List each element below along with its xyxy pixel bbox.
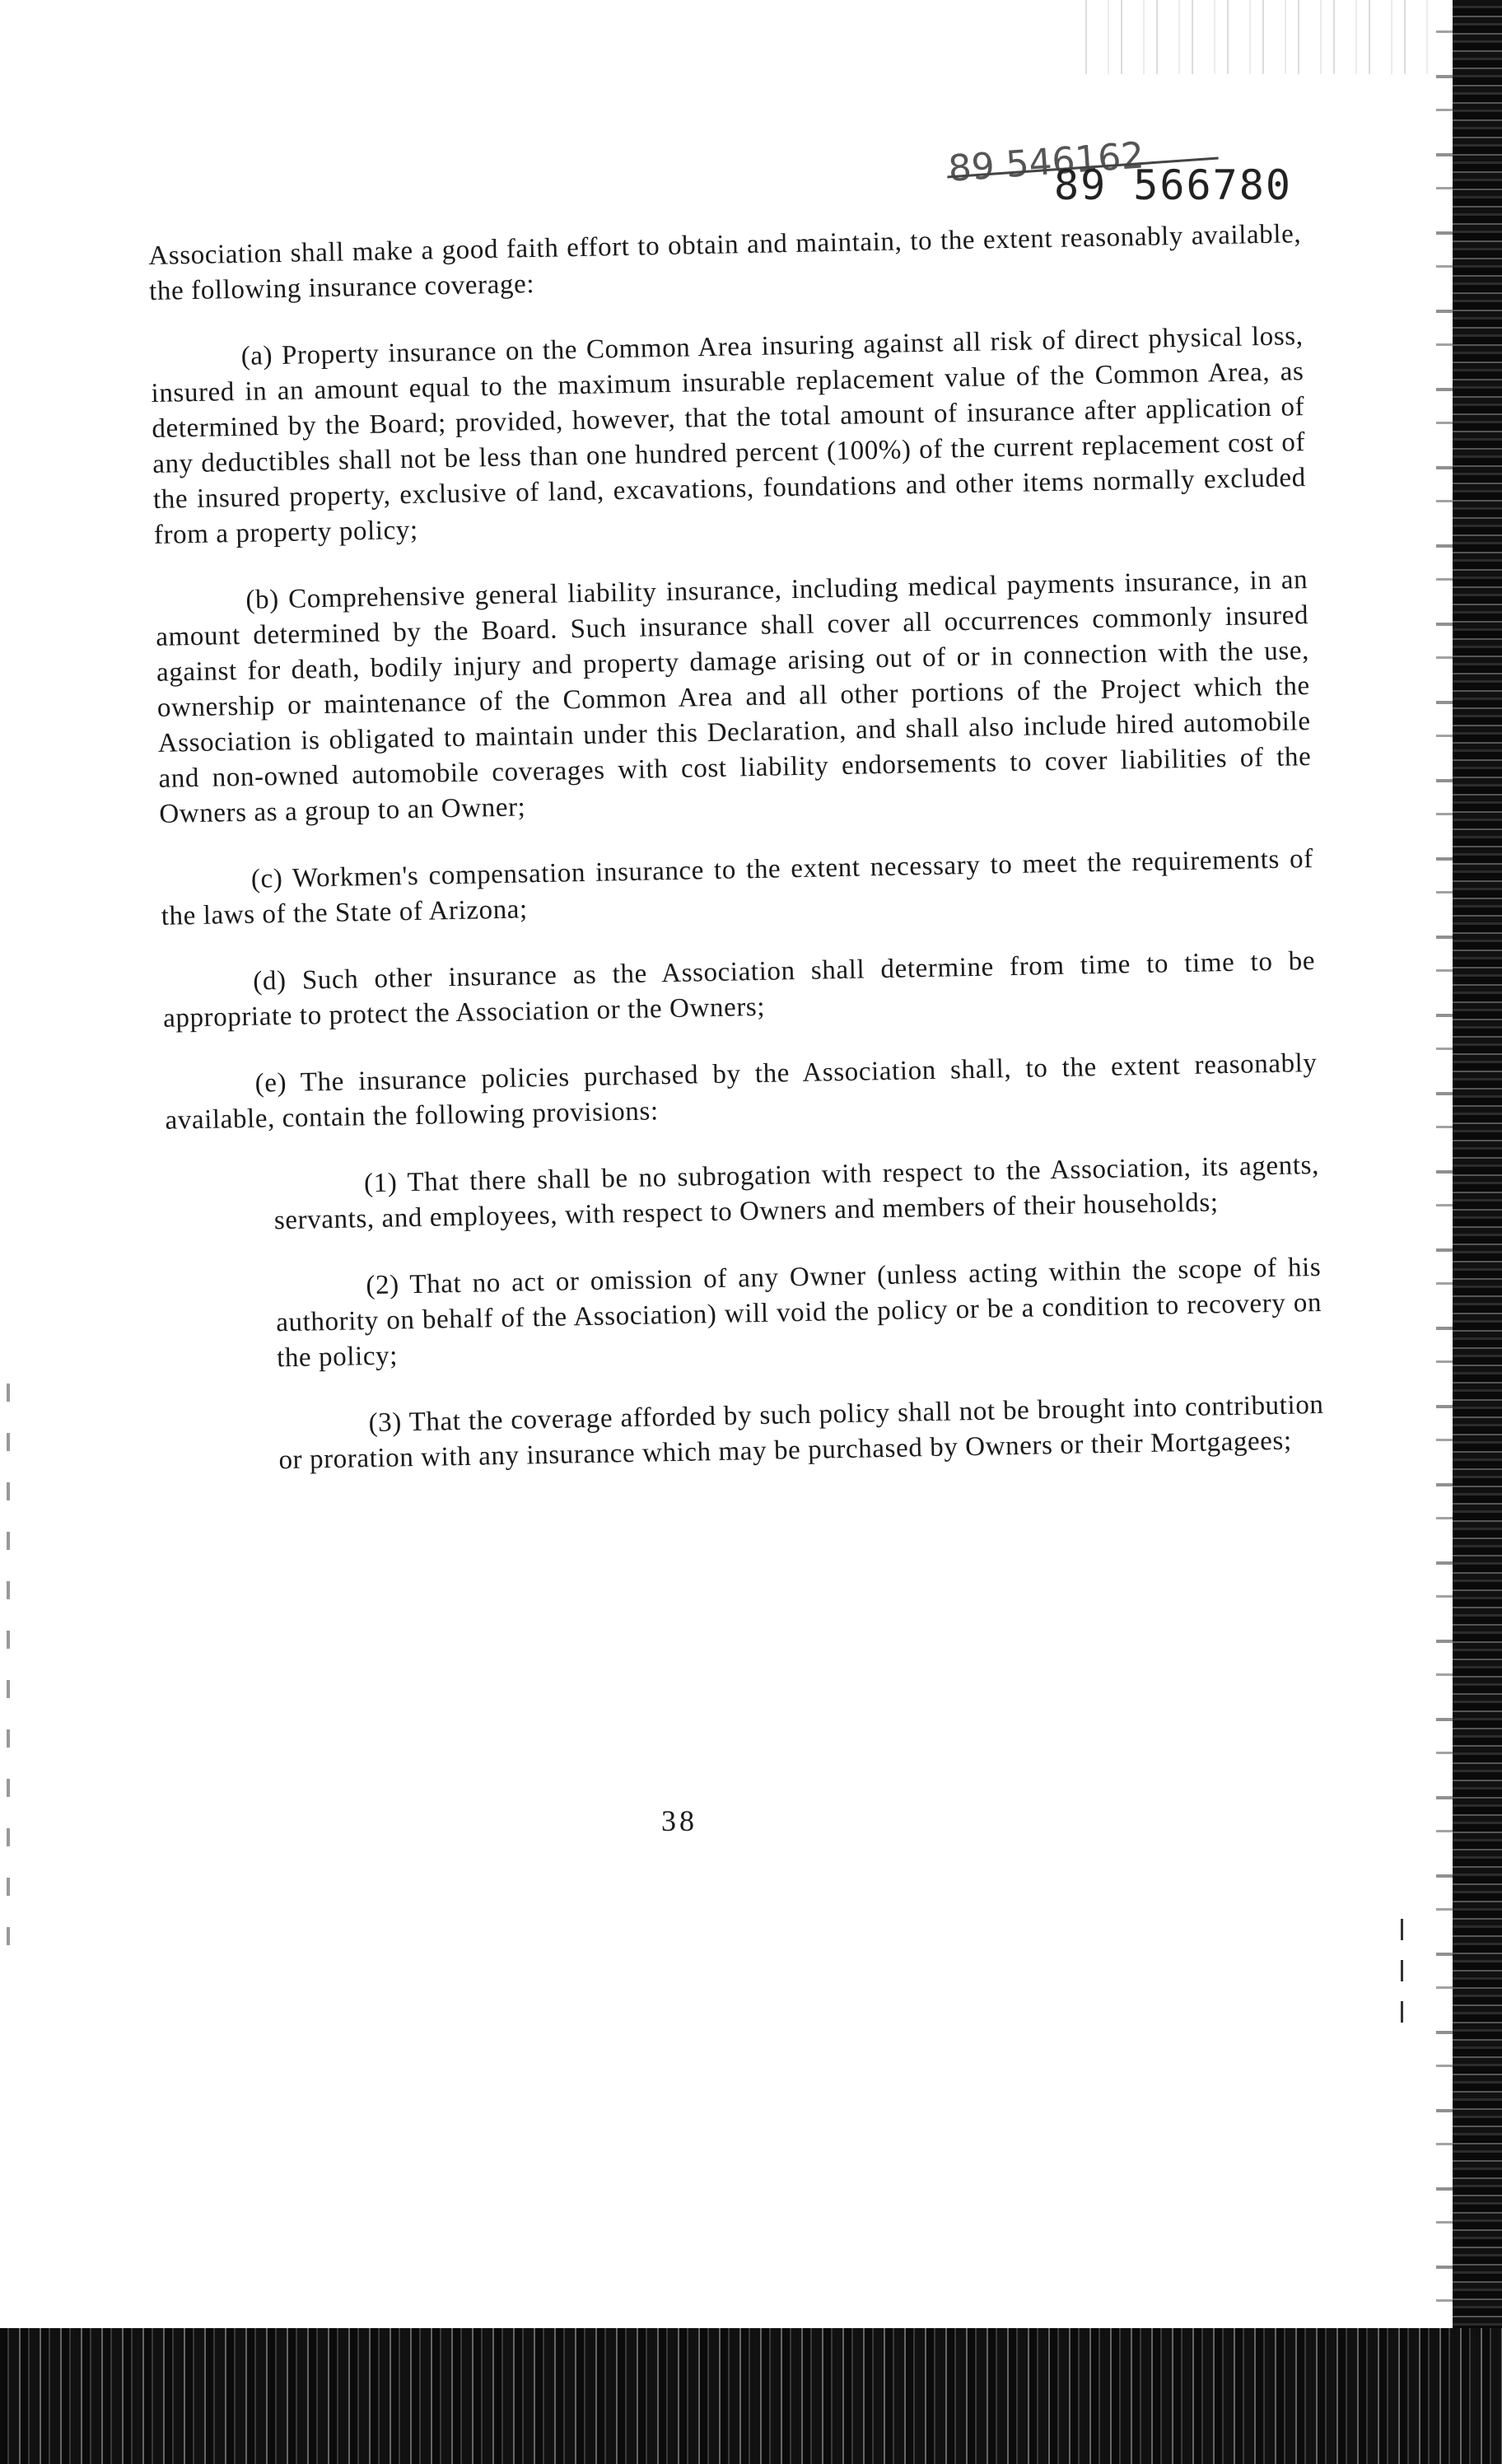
paragraph-c-workmens-compensation: (c) Workmen's compensation insurance to the extent necessary to meet the requirements of the laws of the State of Arizona; (161, 843, 1314, 931)
scan-noise-right-ticks (1401, 1919, 1403, 2042)
page-number: 38 (661, 1804, 697, 1837)
old-document-number: 89 546162 (947, 134, 1145, 190)
paragraph-e-policy-provisions: (e) The insurance policies purchased by the Association shall, to the extent reasonably available, contain the following provisions: (165, 1048, 1318, 1136)
paragraph-b-liability-insurance: (b) Comprehensive general liability insurance, including medical payments insurance, in an amount determined by the Board. Such insurance shall cover all occurrences commonly insured against for death, bodily injury and property damage arising out of or in connection with the use, ownership or maintenance of the Common Area and all other portions of the Project which the Association is obligated to maintain under this Declaration, and shall also include hired automobile and non-owned automobile coverages with cost liability endorsements to cover liabilities of the Owners as a group to an Owner; (155, 565, 1312, 829)
intro-paragraph: Association shall make a good faith effort to obtain and maintain, to the extent reasonably available, the following insurance coverage: (148, 219, 1302, 306)
scan-border-right (1453, 0, 1502, 2464)
paragraph-e3-contribution: (3) That the coverage afforded by such policy shall not be brought into contribution or proration with any insurance which may be purchased by Owners or their Mortgagees; (278, 1389, 1324, 1476)
paragraph-d-other-insurance: (d) Such other insurance as the Association shall determine from time to time to be appropriate to protect the Association or the Owners; (162, 945, 1316, 1034)
scan-noise-left (7, 1384, 10, 1960)
paragraph-a-property-insurance: (a) Property insurance on the Common Area insuring against all risk of direct physical loss, insured in an amount equal to the maximum insurable replacement value of the Common Area, as determined by the Board; provided, however, that the total amount of insurance after application of any deductibles shall not be less than one hundred percent (100%) of the current replacement cost of the insured property, exclusive of land, excavations, foundations and other items normally excluded from a property policy; (151, 321, 1307, 550)
document-number-stamp (947, 134, 1342, 214)
page-body (148, 217, 1325, 1512)
paragraph-e2-owner-acts: (2) That no act or omission of any Owner (unless acting within the scope of his authority on behalf of the Association) will void the policy or be a condition to recovery on the policy; (275, 1252, 1322, 1374)
paragraph-e1-subrogation: (1) That there shall be no subrogation with respect to the Association, its agents, servants, and employees, with respect to Owners and members of their households; (273, 1150, 1320, 1236)
scan-border-bottom (0, 2328, 1502, 2464)
scan-noise-top (1074, 0, 1436, 74)
new-document-number: 89 566780 (1054, 161, 1292, 209)
